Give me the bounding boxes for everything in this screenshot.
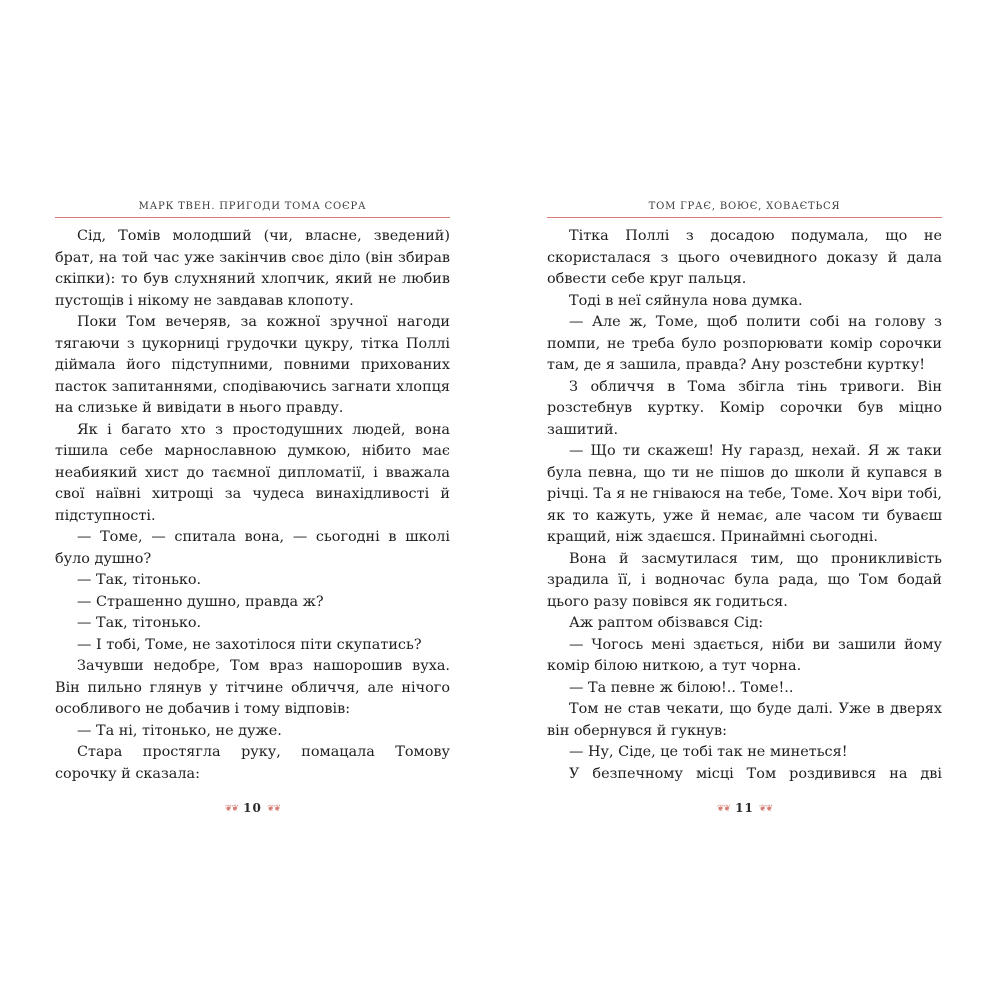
paragraph: У безпечному місці Том роздивився на дві: [569, 765, 942, 782]
paragraph: Як і багато хто з простодушних людей, вона тішила себе марнославною думкою, нібито має неабиякий хист до таємної дипломатії, і вважала свої наївні хитрощі за чудеса винахідливості й підступності.: [55, 421, 450, 524]
ornament-icon: ❦❦: [716, 804, 730, 814]
paragraph: — Та ні, тітонько, не дуже.: [77, 722, 282, 739]
page-folio: [547, 800, 942, 817]
paragraph: — Та певне ж білою!.. Томе!..: [569, 679, 794, 696]
paragraph: Аж раптом обізвався Сід:: [569, 615, 764, 631]
left-page: [55, 200, 450, 815]
paragraph: — Що ти скажеш! Ну гаразд, нехай. Я ж таки була певна, що ти не пішов до школи й купався в річці. Та я не гніваюся на тебе, Томе. Хоч віри тобі, як то кажуть, уже й немає, але часом ти буваєш кращий, ніж здаєшся. Принаймні сьогодні.: [547, 443, 942, 545]
running-header: ТОМ ГРАЄ, ВОЮЄ, ХОВАЄТЬСЯ: [648, 201, 841, 212]
right-page: [547, 200, 942, 815]
ornament-icon: ❦❦: [267, 804, 281, 814]
paragraph: Вона й засмутилася тим, що проникливість зрадила її, і водночас була рада, що Том бодай цього разу повівся як годиться.: [547, 550, 942, 610]
header-rule: [55, 217, 450, 218]
paragraph: Стара простягла руку, помацала Томову сорочку й сказала:: [55, 744, 450, 782]
page-body: [55, 226, 450, 786]
paragraph: [55, 785, 450, 786]
paragraph: — Томе, — спитала вона, — сьогодні в школі було душно?: [55, 529, 450, 567]
paragraph: Зачувши недобре, Том враз нашорошив вуха. Він пильно глянув у тітчине обличчя, але нічого особливого не добачив і тому відповів:: [55, 658, 450, 717]
paragraph: — Так, тітонько.: [77, 572, 202, 588]
paragraph: Сід, Томів молодший (чи, власне, зведений) брат, на той час уже закінчив своє діло (він збирав скіпки): то був слухняний хлопчик, який не любив пустощів і нікому не завдавав клопоту.: [55, 228, 450, 309]
paragraph: — І тобі, Томе, не захотілося піти скупатись?: [77, 636, 422, 653]
paragraph: — Ну, Сіде, це тобі так не минеться!: [569, 744, 848, 760]
paragraph: — Чогось мені здається, ніби ви зашили йому комір білою ниткою, а тут чорна.: [547, 636, 942, 674]
paragraph: — Так, тітонько.: [77, 615, 202, 631]
page-body: [547, 226, 942, 786]
page-folio: [55, 800, 450, 817]
paragraph: Тоді в неї сяйнула нова думка.: [569, 292, 803, 309]
ornament-icon: ❦❦: [759, 804, 773, 814]
ornament-icon: ❦❦: [224, 804, 238, 814]
paragraph: З обличчя в Тома збігла тінь тривоги. Він розстебнув куртку. Комір сорочки був міцно зашитий.: [547, 378, 942, 438]
paragraph: Том не став чекати, що буде далі. Уже в дверях він обернувся й гукнув:: [547, 701, 942, 739]
running-header: МАРК ТВЕН. ПРИГОДИ ТОМА СОЄРА: [138, 201, 367, 212]
paragraph: — Але ж, Томе, щоб полити собі на голову з помпи, не треба було розпорювати комір сорочки там, де я зашила, правда? Ану розстебни куртку!: [547, 314, 942, 373]
paragraph: — Страшенно душно, правда ж?: [77, 593, 324, 610]
paragraph: Тітка Поллі з досадою подумала, що не скористалася з цього очевидного доказу й дала обвести себе круг пальця.: [547, 228, 942, 287]
page-number: 11: [735, 801, 754, 815]
paragraph: Поки Том вечеряв, за кожної зручної нагоди тягаючи з цукорниці грудочки цукру, тітка Поллі діймала його підступними, повними прихованих пасток запитаннями, сподіваючись загнати хлопця на слизьке й вивідати в нього правду.: [55, 314, 450, 416]
page-number: 10: [243, 801, 262, 815]
header-rule: [547, 217, 942, 218]
